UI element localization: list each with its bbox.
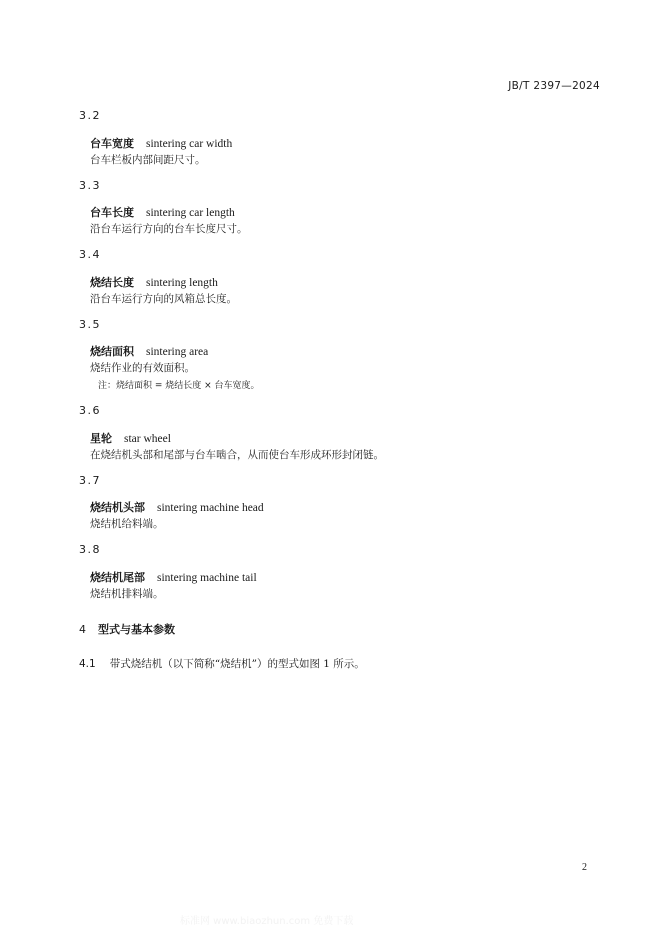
term-heading (90, 569, 257, 585)
term-heading (90, 430, 171, 446)
term-heading (90, 499, 264, 515)
term-en: star wheel (124, 433, 171, 445)
clause-number: 3.5 (79, 318, 101, 331)
term-heading (90, 343, 208, 359)
standard-code-header: JB/T 2397—2024 (508, 80, 600, 92)
term-en: sintering machine tail (157, 572, 257, 584)
term-en: sintering machine head (157, 502, 264, 514)
term-note: 注：烧结面积 = 烧结长度 × 台车宽度。 (98, 381, 260, 391)
term-en: sintering length (146, 277, 218, 289)
section-heading (79, 621, 175, 637)
term-zh: 台车宽度 (90, 137, 134, 150)
page-number: 2 (582, 862, 587, 873)
clause-number: 3.8 (79, 543, 101, 556)
term-zh: 台车长度 (90, 206, 134, 219)
term-zh: 烧结长度 (90, 276, 134, 289)
term-zh: 烧结面积 (90, 345, 134, 358)
clause-number: 3.4 (79, 248, 101, 261)
clause-number: 4.1 (79, 658, 96, 670)
section-title: 型式与基本参数 (98, 623, 175, 636)
term-definition: 沿台车运行方向的风箱总长度。 (90, 293, 237, 305)
clause-number: 3.3 (79, 179, 101, 192)
term-definition: 沿台车运行方向的台车长度尺寸。 (90, 223, 248, 235)
term-zh: 烧结机头部 (90, 501, 145, 514)
clause-number: 3.7 (79, 474, 101, 487)
clause-number: 3.2 (79, 109, 101, 122)
term-en: sintering car length (146, 207, 235, 219)
clause-text: 带式烧结机（以下简称“烧结机”）的型式如图 1 所示。 (109, 658, 365, 670)
term-heading (90, 135, 232, 151)
term-zh: 星轮 (90, 432, 112, 445)
term-definition: 烧结机给料端。 (90, 518, 164, 530)
section-number: 4 (79, 623, 86, 636)
term-definition: 台车栏板内部间距尺寸。 (90, 154, 206, 166)
term-en: sintering car width (146, 138, 233, 150)
term-definition: 烧结机排料端。 (90, 588, 164, 600)
term-zh: 烧结机尾部 (90, 571, 145, 584)
term-en: sintering area (146, 346, 209, 358)
clause-number: 3.6 (79, 404, 101, 417)
term-definition: 在烧结机头部和尾部与台车啮合，从而使台车形成环形封闭链。 (90, 449, 384, 461)
term-heading (90, 204, 235, 220)
term-heading (90, 274, 218, 290)
watermark-text: 标准网 www.biaozhun.com 免费下载 (180, 916, 354, 927)
clause-4-1 (79, 656, 365, 671)
term-definition: 烧结作业的有效面积。 (90, 362, 195, 374)
